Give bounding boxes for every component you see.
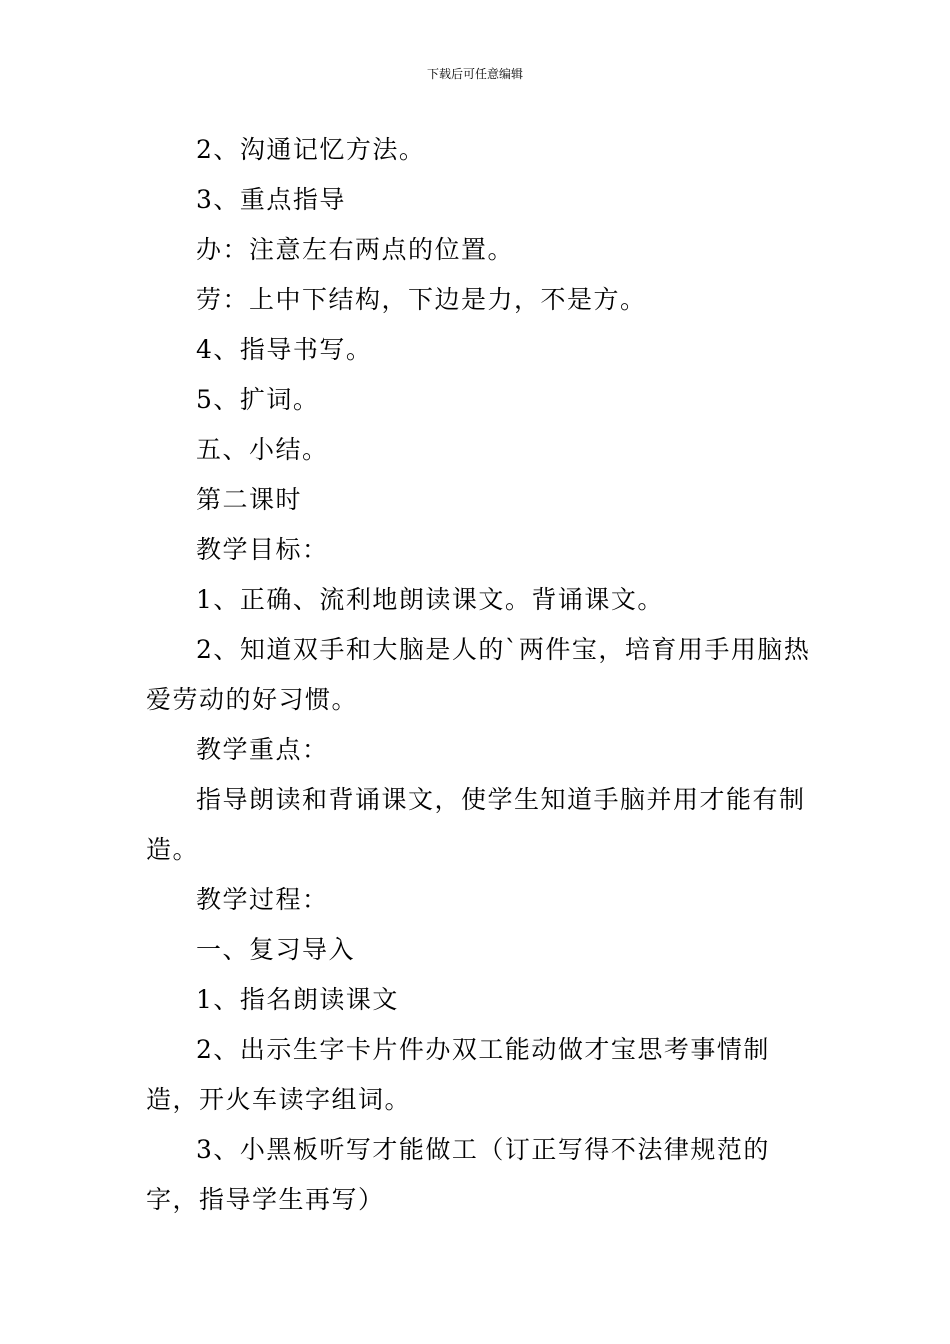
paragraph: 1、指名朗读课文 xyxy=(196,985,399,1014)
paragraph: 5、扩词。 xyxy=(196,385,320,414)
paragraph: 办：注意左右两点的位置。 xyxy=(196,235,515,264)
section-heading: 第二课时 xyxy=(196,485,303,514)
paragraph: 1、正确、流利地朗读课文。背诵课文。 xyxy=(196,585,664,614)
paragraph: 2、知道双手和大脑是人的`两件宝，培育用手用脑热爱劳动的好习惯。 xyxy=(146,635,811,714)
paragraph: 教学过程： xyxy=(196,885,329,914)
paragraph: 劳：上中下结构，下边是力，不是方。 xyxy=(196,285,647,314)
paragraph: 五、小结。 xyxy=(196,435,329,464)
document-body xyxy=(146,125,816,1225)
paragraph: 教学目标： xyxy=(196,535,329,564)
page-header-note: 下载后可任意编辑 xyxy=(426,67,523,81)
paragraph: 3、重点指导 xyxy=(196,185,346,214)
paragraph: 4、指导书写。 xyxy=(196,335,373,364)
paragraph: 一、复习导入 xyxy=(196,935,356,964)
paragraph: 2、沟通记忆方法。 xyxy=(196,135,426,164)
paragraph: 指导朗读和背诵课文，使学生知道手脑并用才能有制造。 xyxy=(146,785,806,864)
paragraph: 3、小黑板听写才能做工（订正写得不法律规范的字，指导学生再写） xyxy=(146,1135,770,1214)
paragraph: 2、出示生字卡片件办双工能动做才宝思考事情制造，开火车读字组词。 xyxy=(146,1035,770,1114)
paragraph: 教学重点： xyxy=(196,735,329,764)
